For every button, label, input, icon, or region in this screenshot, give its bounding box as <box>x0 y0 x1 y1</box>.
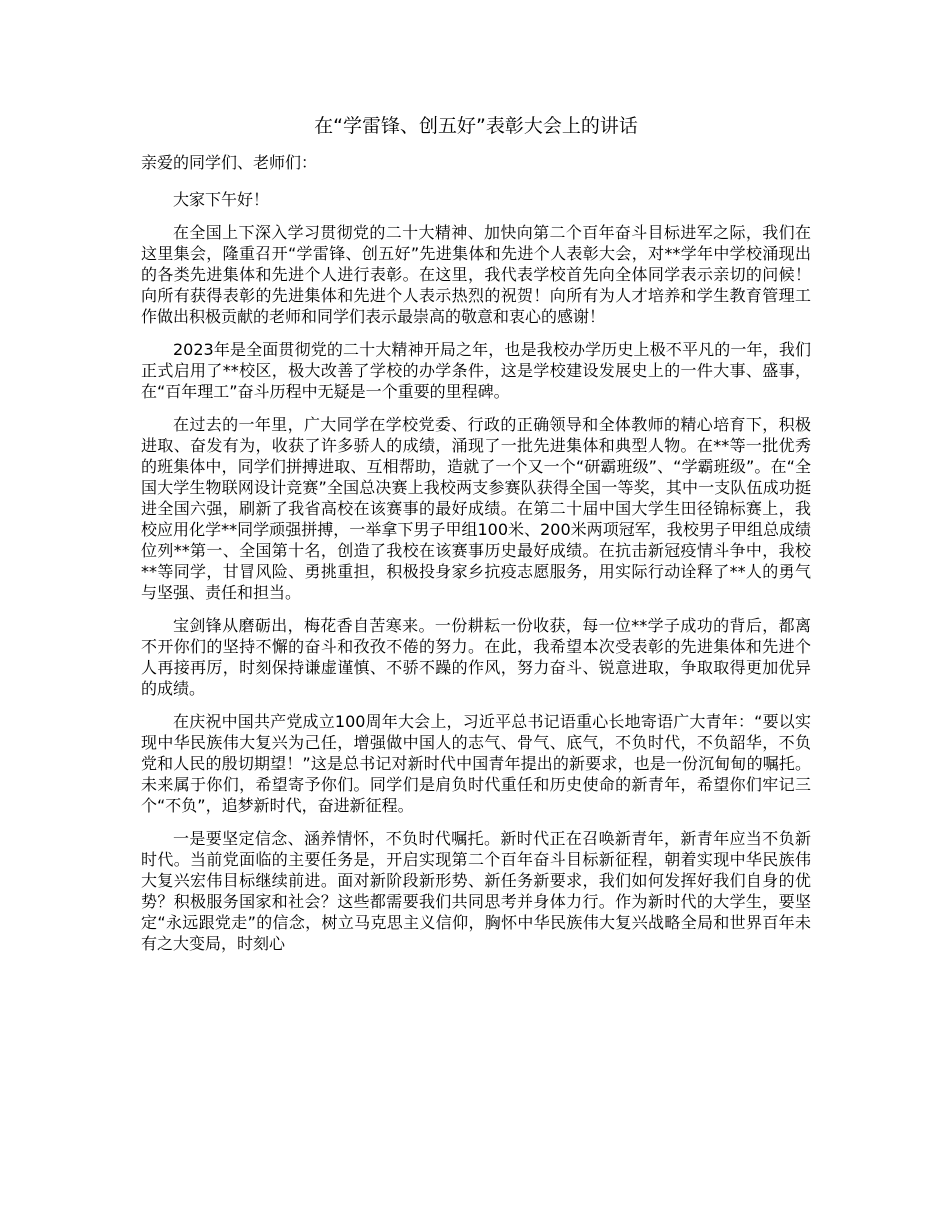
document-title: 在“学雷锋、创五好”表彰大会上的讲话 <box>314 115 638 137</box>
paragraph-2023: 2023年是全面贯彻党的二十大精神开局之年，也是我校办学历史上极不平凡的一年，我们正式启用了**校区，极大改善了学校的办学条件，这是学校建设发展史上的一件大事、盛事，在“百年理工”奋斗历程中无疑是一个重要的里程碑。 <box>141 340 811 401</box>
paragraph-xi-message: 在庆祝中国共产党成立100周年大会上，习近平总书记语重心长地寄语广大青年：“要以实现中华民族伟大复兴为己任，增强做中国人的志气、骨气、底气，不负时代，不负韶华，不负党和人民的殷切期望！”这是总书记对新时代中国青年提出的新要求，也是一份沉甸甸的嘱托。未来属于你们，希望寄予你们。同学们是肩负时代重任和历史使命的新青年，希望你们牢记三个“不负”，追梦新时代，奋进新征程。 <box>141 712 811 815</box>
salutation: 亲爱的同学们、老师们： <box>141 153 318 172</box>
paragraph-greeting: 大家下午好！ <box>173 190 270 209</box>
paragraph-achievements: 在过去的一年里，广大同学在学校党委、行政的正确领导和全体教师的精心培育下，积极进取、奋发有为，收获了许多骄人的成绩，涌现了一批先进集体和典型人物。在**等一批优秀的班集体中，同学们拼搏进取、互相帮助，造就了一个又一个“研霸班级”、“学霸班级”。在“全国大学生物联网设计竞赛”全国总决赛上我校两支参赛队获得全国一等奖，其中一支队伍成功挺进全国六强，刷新了我省高校在该赛事的最好成绩。在第二十届中国大学生田径锦标赛上，我校应用化学**同学顽强拼搏，一举拿下男子甲组100米、200米两项冠军，我校男子甲组总成绩位列**第一、全国第十名，创造了我校在该赛事历史最好成绩。在抗击新冠疫情斗争中，我校**等同学，甘冒风险、勇挑重担，积极投身家乡抗疫志愿服务，用实际行动诠释了**人的勇气与坚强、责任和担当。 <box>141 415 811 602</box>
paragraph-opening: 在全国上下深入学习贯彻党的二十大精神、加快向第二个百年奋斗目标进军之际，我们在这里集会，隆重召开“学雷锋、创五好”先进集体和先进个人表彰大会，对**学年中学校涌现出的各类先进集体和先进个人进行表彰。在这里，我代表学校首先向全体同学表示亲切的问候！向所有获得表彰的先进集体和先进个人表示热烈的祝贺！向所有为人才培养和学生教育管理工作做出积极贡献的老师和同学们表示最崇高的敬意和衷心的感谢！ <box>141 223 811 326</box>
paragraph-encouragement: 宝剑锋从磨砺出，梅花香自苦寒来。一份耕耘一份收获，每一位**学子成功的背后，都离不开你们的坚持不懈的奋斗和孜孜不倦的努力。在此，我希望本次受表彰的先进集体和先进个人再接再厉，时刻保持谦虚谨慎、不骄不躁的作风，努力奋斗、锐意进取，争取取得更加优异的成绩。 <box>141 616 811 698</box>
paragraph-point-one: 一是要坚定信念、涵养情怀，不负时代嘱托。新时代正在召唤新青年，新青年应当不负新时代。当前党面临的主要任务是，开启实现第二个百年奋斗目标新征程，朝着实现中华民族伟大复兴宏伟目标继续前进。面对新阶段新形势、新任务新要求，我们如何发挥好我们自身的优势？积极服务国家和社会？这些都需要我们共同思考并身体力行。作为新时代的大学生，要坚定“永远跟党走”的信念，树立马克思主义信仰，胸怀中华民族伟大复兴战略全局和世界百年未有之大变局，时刻心 <box>141 829 811 953</box>
document-page <box>141 112 811 966</box>
